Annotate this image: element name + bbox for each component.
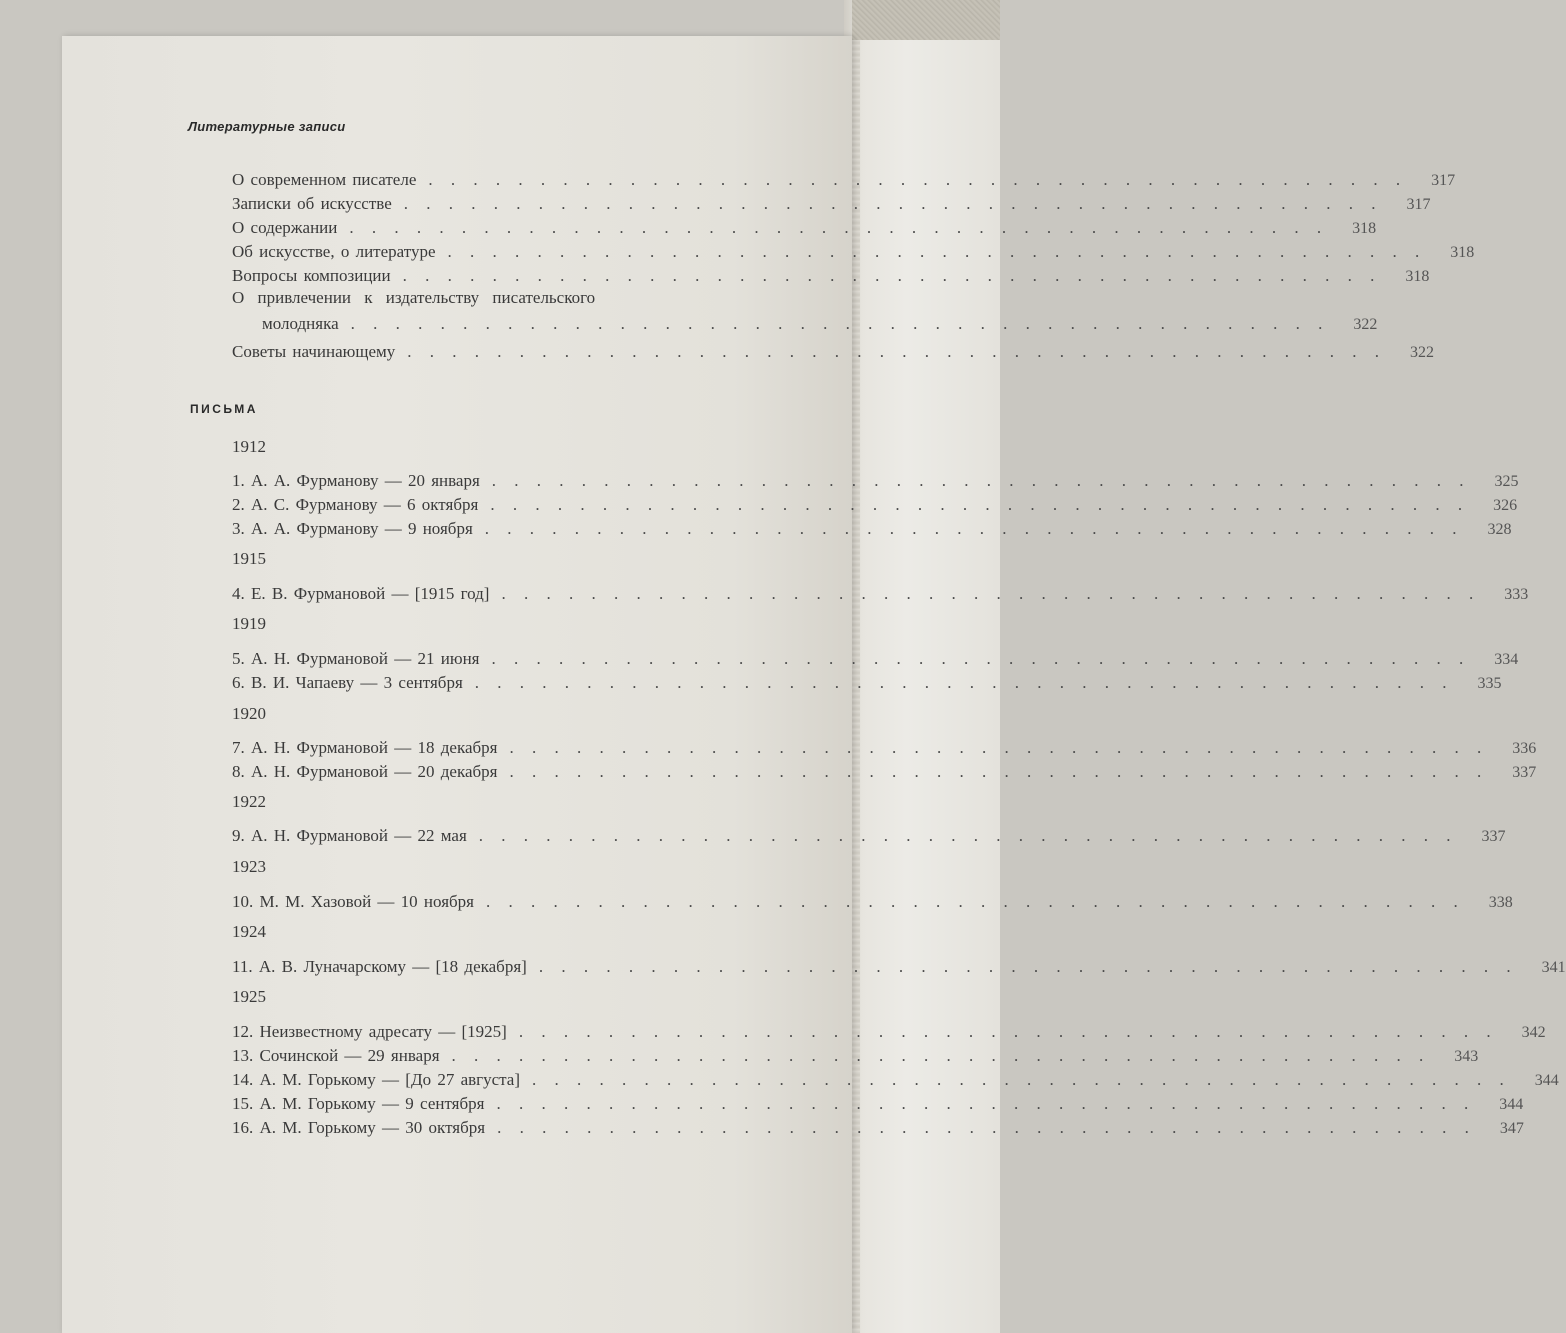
toc-label: 3. А. А. Фурманову — 9 ноября [232, 519, 473, 538]
year-heading: 1923 [232, 857, 266, 876]
dot-leader: . . . . . . . . . . . . . . . . . . . . . . . . . . . . . . . . . . . . . . . . . . . . [447, 242, 1427, 261]
toc-page-number: 347 [1499, 1120, 1524, 1137]
toc-page-number: 317 [1431, 172, 1456, 189]
year-heading: 1925 [232, 987, 266, 1006]
toc-row [262, 310, 1378, 334]
toc-label: 13. Сочинской — 29 января [232, 1046, 440, 1065]
toc-row [232, 1018, 1546, 1042]
toc-row [232, 822, 1506, 846]
toc-row [232, 758, 1537, 782]
dot-leader: . . . . . . . . . . . . . . . . . . . . . . . . . . . . . . . . . . . . . . . . . . . . [451, 1046, 1431, 1065]
toc-page-number: 342 [1521, 1024, 1546, 1041]
toc-row [232, 262, 1430, 286]
toc-label: 7. А. Н. Фурмановой — 18 декабря [232, 738, 498, 757]
toc-label: 12. Неизвестному адресату — [1925] [232, 1022, 507, 1041]
dot-leader: . . . . . . . . . . . . . . . . . . . . . . . . . . . . . . . . . . . . . . . . . . . . [509, 762, 1489, 781]
section-title-letters: ПИСЬМА [190, 402, 258, 416]
toc-row [232, 338, 1435, 362]
toc-row [232, 645, 1519, 669]
toc-page-number: 325 [1494, 473, 1519, 490]
toc-row [232, 515, 1512, 539]
dot-leader: . . . . . . . . . . . . . . . . . . . . . . . . . . . . . . . . . . . . . . . . . . . . [478, 826, 1458, 845]
dot-leader: . . . . . . . . . . . . . . . . . . . . . . . . . . . . . . . . . . . . . . . . . . . . [497, 1118, 1476, 1137]
year-heading: 1912 [232, 437, 266, 456]
toc-page-number: 337 [1512, 764, 1537, 781]
toc-row [232, 580, 1529, 604]
toc-row [232, 467, 1519, 491]
toc-row [232, 238, 1475, 262]
toc-page-number: 334 [1494, 651, 1519, 668]
dot-leader: . . . . . . . . . . . . . . . . . . . . . . . . . . . . . . . . . . . . . . . . . . . . [407, 342, 1387, 361]
toc-label: 14. А. М. Горькому — [До 27 августа] [232, 1070, 521, 1089]
toc-page-number: 318 [1405, 268, 1430, 285]
toc-label: Советы начинающему [232, 342, 396, 361]
toc-label: 15. А. М. Горькому — 9 сентября [232, 1094, 485, 1113]
toc-page-number: 322 [1353, 316, 1378, 333]
toc-row [232, 1114, 1524, 1138]
dot-leader: . . . . . . . . . . . . . . . . . . . . . . . . . . . . . . . . . . . . . . . . . . . . [349, 218, 1329, 237]
toc-row [232, 1066, 1559, 1090]
toc-page-number: 318 [1352, 220, 1377, 237]
dot-leader: . . . . . . . . . . . . . . . . . . . . . . . . . . . . . . . . . . . . . . . . . . . . [350, 314, 1330, 333]
toc-label: 10. М. М. Хазовой — 10 ноября [232, 892, 474, 911]
book-cover-cloth [852, 0, 1000, 40]
toc-row [232, 190, 1431, 214]
dot-leader: . . . . . . . . . . . . . . . . . . . . . . . . . . . . . . . . . . . . . . . . . . . . [532, 1070, 1511, 1089]
toc-page-number: 318 [1450, 244, 1475, 261]
toc-label: 1. А. А. Фурманову — 20 января [232, 471, 480, 490]
dot-leader: . . . . . . . . . . . . . . . . . . . . . . . . . . . . . . . . . . . . . . . . . . . . [490, 495, 1470, 514]
year-heading: 1924 [232, 922, 266, 941]
toc-label: 4. Е. В. Фурмановой — [1915 год] [232, 584, 490, 603]
toc-page-number: 335 [1477, 675, 1502, 692]
toc-page-number: 328 [1487, 521, 1512, 538]
toc-page-number: 336 [1512, 740, 1537, 757]
toc-label: О современном писателе [232, 170, 417, 189]
dot-leader: . . . . . . . . . . . . . . . . . . . . . . . . . . . . . . . . . . . . . . . . . . . . [538, 957, 1518, 976]
year-heading: 1920 [232, 704, 266, 723]
toc-page-number: 341 [1541, 959, 1566, 976]
dot-leader: . . . . . . . . . . . . . . . . . . . . . . . . . . . . . . . . . . . . . . . . . . . . [402, 266, 1382, 285]
toc-row [232, 1090, 1524, 1114]
toc-page-number: 344 [1534, 1072, 1559, 1089]
toc-label: 5. А. Н. Фурмановой — 21 июня [232, 649, 480, 668]
toc-page-number: 333 [1504, 586, 1529, 603]
toc-row [232, 953, 1566, 977]
toc-page-number: 344 [1499, 1096, 1524, 1113]
toc-label: 16. А. М. Горькому — 30 октября [232, 1118, 486, 1137]
toc-row [232, 491, 1518, 515]
toc-page-number: 343 [1454, 1048, 1479, 1065]
toc-page-number: 338 [1488, 894, 1513, 911]
toc-row [232, 1042, 1479, 1066]
toc-row [232, 166, 1456, 190]
toc-label: 6. В. И. Чапаеву — 3 сентября [232, 673, 463, 692]
toc-label: молодняка [262, 314, 339, 333]
dot-leader: . . . . . . . . . . . . . . . . . . . . . . . . . . . . . . . . . . . . . . . . . . . . [428, 170, 1408, 189]
section-title-literary-notes: Литературные записи [188, 119, 346, 134]
year-heading: 1922 [232, 792, 266, 811]
toc-row [232, 734, 1537, 758]
dot-leader: . . . . . . . . . . . . . . . . . . . . . . . . . . . . . . . . . . . . . . . . . . . . [518, 1022, 1498, 1041]
year-heading: 1919 [232, 614, 266, 633]
toc-label: Об искусстве, о литературе [232, 242, 436, 261]
dot-leader: . . . . . . . . . . . . . . . . . . . . . . . . . . . . . . . . . . . . . . . . . . . . [491, 649, 1471, 668]
dot-leader: . . . . . . . . . . . . . . . . . . . . . . . . . . . . . . . . . . . . . . . . . . . . [484, 519, 1464, 538]
dot-leader: . . . . . . . . . . . . . . . . . . . . . . . . . . . . . . . . . . . . . . . . . . . . [491, 471, 1471, 490]
toc-label: 8. А. Н. Фурмановой — 20 декабря [232, 762, 498, 781]
toc-label: Вопросы композиции [232, 266, 391, 285]
toc-page-number: 326 [1493, 497, 1518, 514]
toc-page-number: 337 [1481, 828, 1506, 845]
toc-label: 9. А. Н. Фурмановой — 22 мая [232, 826, 467, 845]
toc-page-number: 322 [1410, 344, 1435, 361]
dot-leader: . . . . . . . . . . . . . . . . . . . . . . . . . . . . . . . . . . . . . . . . . . . . [474, 673, 1454, 692]
dot-leader: . . . . . . . . . . . . . . . . . . . . . . . . . . . . . . . . . . . . . . . . . . . . [486, 892, 1465, 911]
dot-leader: . . . . . . . . . . . . . . . . . . . . . . . . . . . . . . . . . . . . . . . . . . . . [501, 584, 1481, 603]
toc-page-number: 317 [1406, 196, 1431, 213]
dot-leader: . . . . . . . . . . . . . . . . . . . . . . . . . . . . . . . . . . . . . . . . . . . . [403, 194, 1383, 213]
toc-row [232, 888, 1513, 912]
toc-label: О содержании [232, 218, 338, 237]
toc-row [232, 669, 1502, 693]
toc-wrapped-line: О привлечении к издательству писательского [232, 288, 596, 307]
toc-label: Записки об искусстве [232, 194, 392, 213]
dot-leader: . . . . . . . . . . . . . . . . . . . . . . . . . . . . . . . . . . . . . . . . . . . . [496, 1094, 1476, 1113]
toc-label: 2. А. С. Фурманову — 6 октября [232, 495, 479, 514]
year-heading: 1915 [232, 549, 266, 568]
toc-row [232, 214, 1377, 238]
toc-label: 11. А. В. Луначарскому — [18 декабря] [232, 957, 527, 976]
dot-leader: . . . . . . . . . . . . . . . . . . . . . . . . . . . . . . . . . . . . . . . . . . . . [509, 738, 1489, 757]
